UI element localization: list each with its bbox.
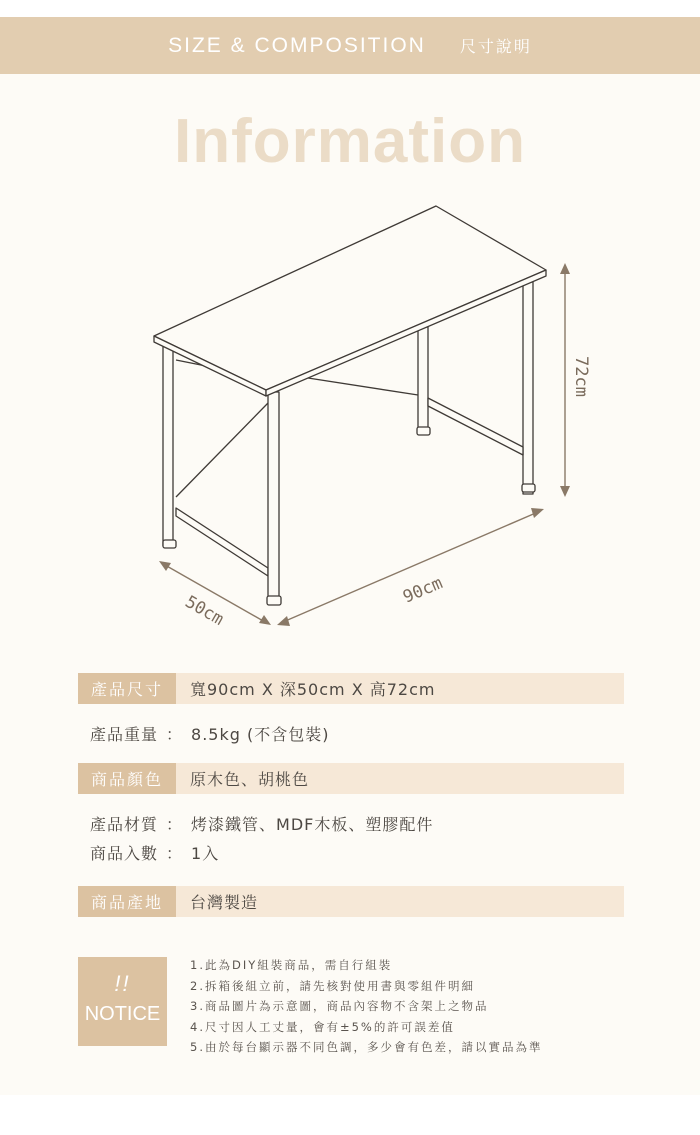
depth-dimension-label: 50cm [181, 592, 227, 630]
spec-size-value: 寬90cm X 深50cm X 高72cm [190, 680, 436, 699]
spec-origin-row [78, 886, 624, 917]
spec-quantity-colon: ： [166, 844, 184, 863]
width-dimension-label: 90cm [400, 573, 446, 608]
notice-title: NOTICE [84, 1003, 161, 1025]
exclamation-icon: !! [114, 971, 131, 996]
notice-item: 5.由於每台顯示器不同色調，多少會有色差，請以實品為準 [190, 1040, 543, 1054]
spec-origin-label: 商品產地 [78, 886, 176, 917]
spec-weight-label: 產品重量 [90, 725, 159, 744]
notice-item: 3.商品圖片為示意圖，商品內容物不含架上之物品 [190, 999, 489, 1013]
spec-quantity-row [90, 841, 219, 864]
right-rear-leg [523, 282, 533, 494]
spec-material-colon: ： [166, 815, 184, 834]
notice-badge [78, 957, 167, 1046]
bottom-margin [0, 1095, 700, 1135]
section-header [0, 17, 700, 74]
notice-item: 4.尺寸因人工丈量，會有±5%的許可誤差值 [190, 1019, 455, 1034]
spec-quantity-value: 1入 [191, 844, 220, 863]
height-dimension-label: 72cm [571, 356, 591, 397]
spec-origin-value: 台灣製造 [190, 893, 259, 912]
spec-material-row [90, 812, 433, 835]
notice-item: 2.拆箱後組立前，請先核對使用書與零組件明細 [190, 978, 475, 993]
spec-size-row [78, 673, 624, 704]
headline: Information [174, 107, 526, 176]
top-margin [0, 0, 700, 17]
back-right-leg [418, 327, 428, 434]
spec-material-value: 烤漆鐵管、MDF木板、塑膠配件 [191, 815, 434, 834]
header-title-zh: 尺寸說明 [459, 37, 532, 56]
spec-size-label: 產品尺寸 [78, 673, 176, 704]
spec-weight-colon: ： [166, 725, 184, 744]
spec-material-label: 產品材質 [90, 815, 159, 834]
spec-color-label: 商品顏色 [78, 763, 176, 794]
spec-weight-value: 8.5kg (不含包裝) [191, 725, 330, 744]
spec-weight-row [90, 722, 329, 745]
spec-quantity-label: 商品入數 [90, 844, 159, 863]
notice-list [190, 955, 542, 1058]
header-title-en: SIZE & COMPOSITION [168, 33, 426, 57]
desk-dimension-drawing [0, 190, 700, 650]
spec-color-row [78, 763, 624, 794]
back-left-leg [163, 346, 173, 546]
spec-color-value: 原木色、胡桃色 [190, 770, 310, 789]
front-leg [268, 392, 279, 598]
notice-item: 1.此為DIY組裝商品，需自行組裝 [190, 958, 393, 972]
